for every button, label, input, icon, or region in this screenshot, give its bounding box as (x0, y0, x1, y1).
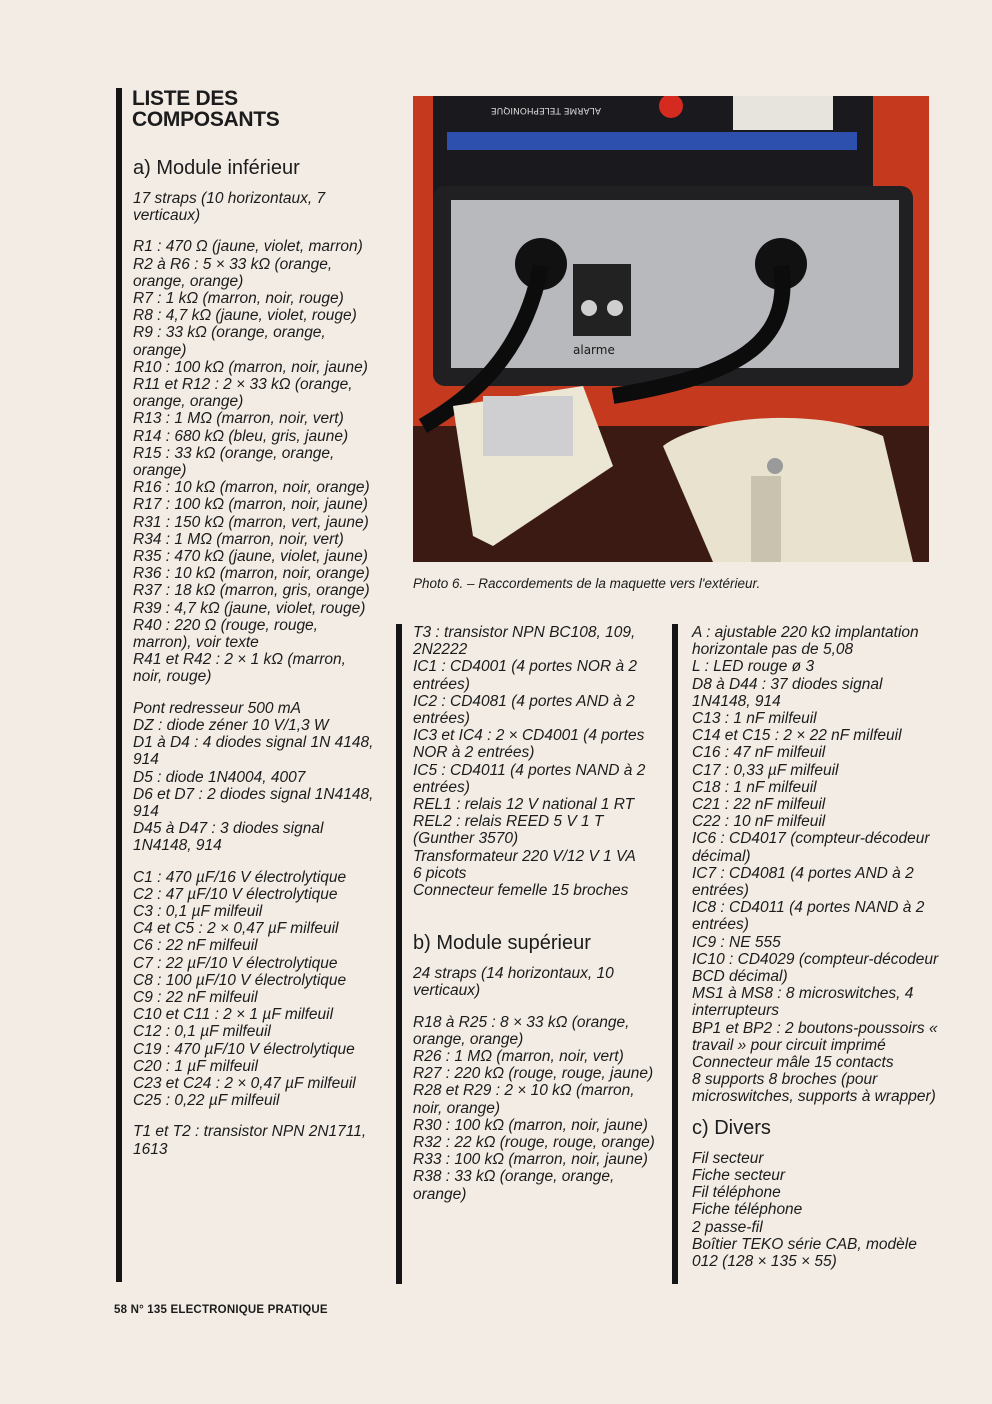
list-item: 6 picots (413, 864, 467, 882)
section-a-heading: a) Module inférieur (133, 157, 300, 179)
list-item: Fil secteur (692, 1149, 764, 1167)
list-item: C18 : 1 nF milfeuil (692, 778, 817, 796)
list-item: R13 : 1 MΩ (marron, noir, vert) (133, 410, 344, 428)
list-item: 8 supports 8 broches (pour microswitches, supports à wrapper) (692, 1071, 936, 1106)
list-item: R2 à R6 : 5 × 33 kΩ (orange, orange, orange) (133, 255, 333, 290)
list-item: REL2 : relais REED 5 V 1 T (Gunther 3570) (413, 813, 604, 848)
column-right (692, 624, 940, 1270)
list-item: D8 à D44 : 37 diodes signal 1N4148, 914 (692, 675, 883, 710)
list-item: 24 straps (14 horizontaux, 10 verticaux) (413, 965, 614, 1000)
list-item: R26 : 1 MΩ (marron, noir, vert) (413, 1048, 624, 1066)
list-item: R33 : 100 kΩ (marron, noir, jaune) (413, 1151, 648, 1169)
front-label: alarme (573, 343, 615, 357)
list-item: C1 : 470 µF/16 V électrolytique (133, 868, 347, 886)
list-item: DZ : diode zéner 10 V/1,3 W (133, 716, 329, 734)
list-item: R10 : 100 kΩ (marron, noir, jaune) (133, 358, 368, 376)
list-item: R31 : 150 kΩ (marron, vert, jaune) (133, 513, 369, 531)
list-item: C13 : 1 nF milfeuil (692, 710, 817, 728)
column-rule-left (116, 88, 122, 1282)
list-item: R8 : 4,7 kΩ (jaune, violet, rouge) (133, 307, 357, 325)
list-item: IC2 : CD4081 (4 portes AND à 2 entrées) (413, 692, 635, 728)
list-item: IC1 : CD4001 (4 portes NOR à 2 entrées) (413, 658, 637, 693)
list-item: BP1 et BP2 : 2 boutons-poussoirs « travail » pour circuit imprimé (692, 1019, 938, 1054)
list-item: R15 : 33 kΩ (orange, orange, orange) (133, 444, 335, 480)
list-item: D6 et D7 : 2 diodes signal 1N4148, 914 (133, 785, 374, 820)
list-item: C19 : 470 µF/10 V électrolytique (133, 1040, 355, 1058)
column-rule-middle (396, 624, 402, 1284)
list-item: R41 et R42 : 2 × 1 kΩ (marron, noir, rouge) (133, 651, 346, 686)
page-title: LISTE DES COMPOSANTS (132, 87, 280, 131)
list-item: T1 et T2 : transistor NPN 2N1711, 1613 (133, 1123, 367, 1158)
list-item: D5 : diode 1N4004, 4007 (133, 768, 306, 786)
list-item: IC10 : CD4029 (compteur-décodeur BCD décimal) (692, 950, 939, 986)
list-item: C10 et C11 : 2 × 1 µF milfeuil (133, 1006, 334, 1024)
list-item: C3 : 0,1 µF milfeuil (133, 902, 263, 920)
list-item: C16 : 47 nF milfeuil (692, 744, 826, 762)
list-item: Fiche téléphone (692, 1201, 803, 1219)
list-item: Fil téléphone (692, 1184, 781, 1202)
list-item: R40 : 220 Ω (rouge, rouge, marron), voir texte (133, 616, 318, 652)
list-item: C4 et C5 : 2 × 0,47 µF milfeuil (133, 920, 339, 938)
list-item: IC5 : CD4011 (4 portes NAND à 2 entrées) (413, 761, 646, 796)
list-item: C7 : 22 µF/10 V électrolytique (133, 954, 338, 972)
list-item: 2 passe-fil (692, 1218, 763, 1236)
column-rule-right (672, 624, 678, 1284)
list-item: R36 : 10 kΩ (marron, noir, orange) (133, 565, 370, 583)
section-b-heading: b) Module supérieur (413, 932, 591, 955)
list-item: R34 : 1 MΩ (marron, noir, vert) (133, 530, 344, 548)
list-item: C21 : 22 nF milfeuil (692, 796, 826, 814)
photo-alarm-box (413, 96, 929, 562)
list-item: C14 et C15 : 2 × 22 nF milfeuil (692, 727, 902, 745)
page-footer: 58 N° 135 ELECTRONIQUE PRATIQUE (114, 1304, 328, 1316)
list-item: R7 : 1 kΩ (marron, noir, rouge) (133, 290, 344, 308)
list-item: R37 : 18 kΩ (marron, gris, orange) (133, 582, 370, 600)
list-item: IC3 et IC4 : 2 × CD4001 (4 portes NOR à 2 entrées) (413, 727, 645, 762)
list-item: C8 : 100 µF/10 V électrolytique (133, 971, 347, 989)
list-item: R17 : 100 kΩ (marron, noir, jaune) (133, 496, 368, 514)
list-item: Connecteur mâle 15 contacts (692, 1054, 894, 1072)
section-c-heading: c) Divers (692, 1116, 771, 1139)
list-item: C17 : 0,33 µF milfeuil (692, 761, 839, 779)
box-label: ALARME TELEPHONIQUE (490, 105, 601, 115)
list-item: A : ajustable 220 kΩ implantation horizontale pas de 5,08 (692, 624, 919, 659)
list-item: Connecteur femelle 15 broches (413, 882, 629, 900)
list-item: R9 : 33 kΩ (orange, orange, orange) (133, 324, 326, 359)
list-item: R27 : 220 kΩ (rouge, rouge, jaune) (413, 1065, 654, 1083)
list-item: 17 straps (10 horizontaux, 7 verticaux) (133, 190, 326, 225)
list-item: R16 : 10 kΩ (marron, noir, orange) (133, 479, 370, 497)
photo-caption: Photo 6. – Raccordements de la maquette vers l'extérieur. (413, 576, 761, 591)
list-item: Boîtier TEKO série CAB, modèle 012 (128 × 135 × 55) (692, 1235, 917, 1270)
list-item: R35 : 470 kΩ (jaune, violet, jaune) (133, 548, 368, 566)
list-item: REL1 : relais 12 V national 1 RT (413, 796, 635, 814)
list-item: C22 : 10 nF milfeuil (692, 813, 826, 831)
list-item: R30 : 100 kΩ (marron, noir, jaune) (413, 1116, 648, 1134)
list-item: C2 : 47 µF/10 V électrolytique (133, 885, 338, 903)
list-item: R32 : 22 kΩ (rouge, rouge, orange) (413, 1134, 655, 1152)
list-item: R28 et R29 : 2 × 10 kΩ (marron, noir, orange) (413, 1082, 635, 1117)
list-item: Pont redresseur 500 mA (133, 699, 302, 717)
list-item: Transformateur 220 V/12 V 1 VA (413, 847, 636, 865)
list-item: R38 : 33 kΩ (orange, orange, orange) (413, 1168, 615, 1203)
list-item: R1 : 470 Ω (jaune, violet, marron) (133, 238, 363, 256)
list-item: R39 : 4,7 kΩ (jaune, violet, rouge) (133, 599, 366, 617)
list-item: R11 et R12 : 2 × 33 kΩ (orange, orange, orange) (133, 376, 353, 411)
list-item: IC7 : CD4081 (4 portes AND à 2 entrées) (692, 864, 914, 900)
list-item: MS1 à MS8 : 8 microswitches, 4 interrupteurs (692, 985, 914, 1020)
list-item: T3 : transistor NPN BC108, 109, 2N2222 (413, 624, 636, 659)
list-item: C12 : 0,1 µF milfeuil (133, 1023, 271, 1041)
list-item: IC8 : CD4011 (4 portes NAND à 2 entrées) (692, 899, 925, 934)
list-item: Fiche secteur (692, 1166, 786, 1184)
list-item: R14 : 680 kΩ (bleu, gris, jaune) (133, 427, 349, 445)
list-item: C9 : 22 nF milfeuil (133, 988, 258, 1006)
list-item: IC9 : NE 555 (692, 933, 781, 951)
list-item: C23 et C24 : 2 × 0,47 µF milfeuil (133, 1074, 356, 1092)
list-item: D1 à D4 : 4 diodes signal 1N 4148, 914 (133, 734, 374, 769)
photo-illustration (413, 96, 929, 562)
list-item: C25 : 0,22 µF milfeuil (133, 1092, 280, 1110)
list-item: R18 à R25 : 8 × 33 kΩ (orange, orange, orange) (413, 1013, 630, 1048)
list-item: C20 : 1 µF milfeuil (133, 1057, 258, 1075)
list-item: L : LED rouge ø 3 (692, 658, 815, 676)
list-item: C6 : 22 nF milfeuil (133, 937, 258, 955)
list-item: D45 à D47 : 3 diodes signal 1N4148, 914 (133, 820, 324, 855)
list-item: IC6 : CD4017 (compteur-décodeur décimal) (692, 830, 930, 865)
column-left (133, 156, 378, 1158)
column-middle (413, 624, 657, 1203)
